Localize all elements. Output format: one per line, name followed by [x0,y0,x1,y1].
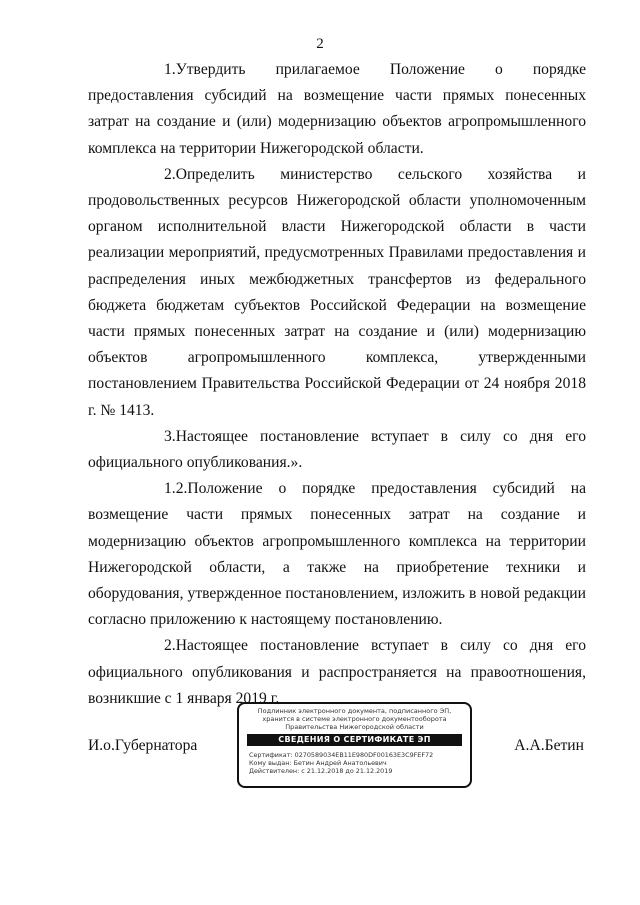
paragraph [88,424,586,476]
document-body [88,57,586,712]
paragraph [88,633,586,712]
stamp-header-line: Подлинник электронного документа, подписанного ЭП, [257,707,452,715]
stamp-certificate-bar: СВЕДЕНИЯ О СЕРТИФИКАТЕ ЭП [247,734,462,746]
paragraph-text: Определить министерство сельского хозяйства и продовольственных ресурсов Нижегородской области уполномоченным органом исполнительной власти Нижегородской области в части реализации мероприятий, предусмотренных Правилами предоставления и распределения иных межбюджетных трансфертов из федерального бюджета бюджетам субъектов Российской Федерации на возмещение части прямых понесенных затрат на создание и (или) модернизацию объектов агропромышленного комплекса, утвержденными постановлением Правительства Российской Федерации от 24 ноября 2018 г. № 1413. [88,165,586,419]
stamp-owner: Кому выдан: Бетин Андрей Анатольевич [249,759,387,768]
paragraph-number: 3. [164,427,176,445]
paragraph-number: 1.2. [164,480,188,498]
page-number: 2 [316,36,324,52]
paragraph-number: 1. [164,61,176,78]
signer-title: И.о.Губернатора [88,737,198,754]
electronic-signature-stamp [237,702,472,788]
stamp-details [249,751,470,776]
stamp-validity: Действителен: с 21.12.2018 до 21.12.2019 [249,767,393,776]
paragraph-number: 2. [164,637,176,655]
paragraph-text: Утвердить прилагаемое Положение о порядке предоставления субсидий на возмещение части прямых понесенных затрат на создание и (или) модернизацию объектов агропромышленного комплекса на территории Нижегородской области. [88,61,586,157]
signer-name: А.А.Бетин [514,737,584,754]
paragraph-text: Настоящее постановление вступает в силу со дня его официального опубликования.». [88,427,586,472]
paragraph [88,476,586,633]
stamp-certificate: Сертификат: 0270589034EB11E980DF00163E3C9FEF72 [249,751,434,759]
paragraph-number: 2. [164,165,176,183]
stamp-header-line: Правительства Нижегородской области [285,723,424,731]
stamp-header [239,707,470,731]
stamp-header-line: хранится в системе электронного документооборота [262,715,447,723]
paragraph-text: Положение о порядке предоставления субсидий на возмещение части прямых понесенных затрат на создание и модернизацию объектов агропромышленного комплекса на территории Нижегородской области, а также на приобретение техники и оборудования, утвержденное постановлением, изложить в новой редакции согласно приложению к настоящему постановлению. [88,480,586,629]
paragraph [88,162,586,424]
paragraph [88,57,586,162]
paragraph-text: Настоящее постановление вступает в силу со дня его официального опубликования и распространяется на правоотношения, возникшие с 1 января 2019 г. [88,637,586,707]
